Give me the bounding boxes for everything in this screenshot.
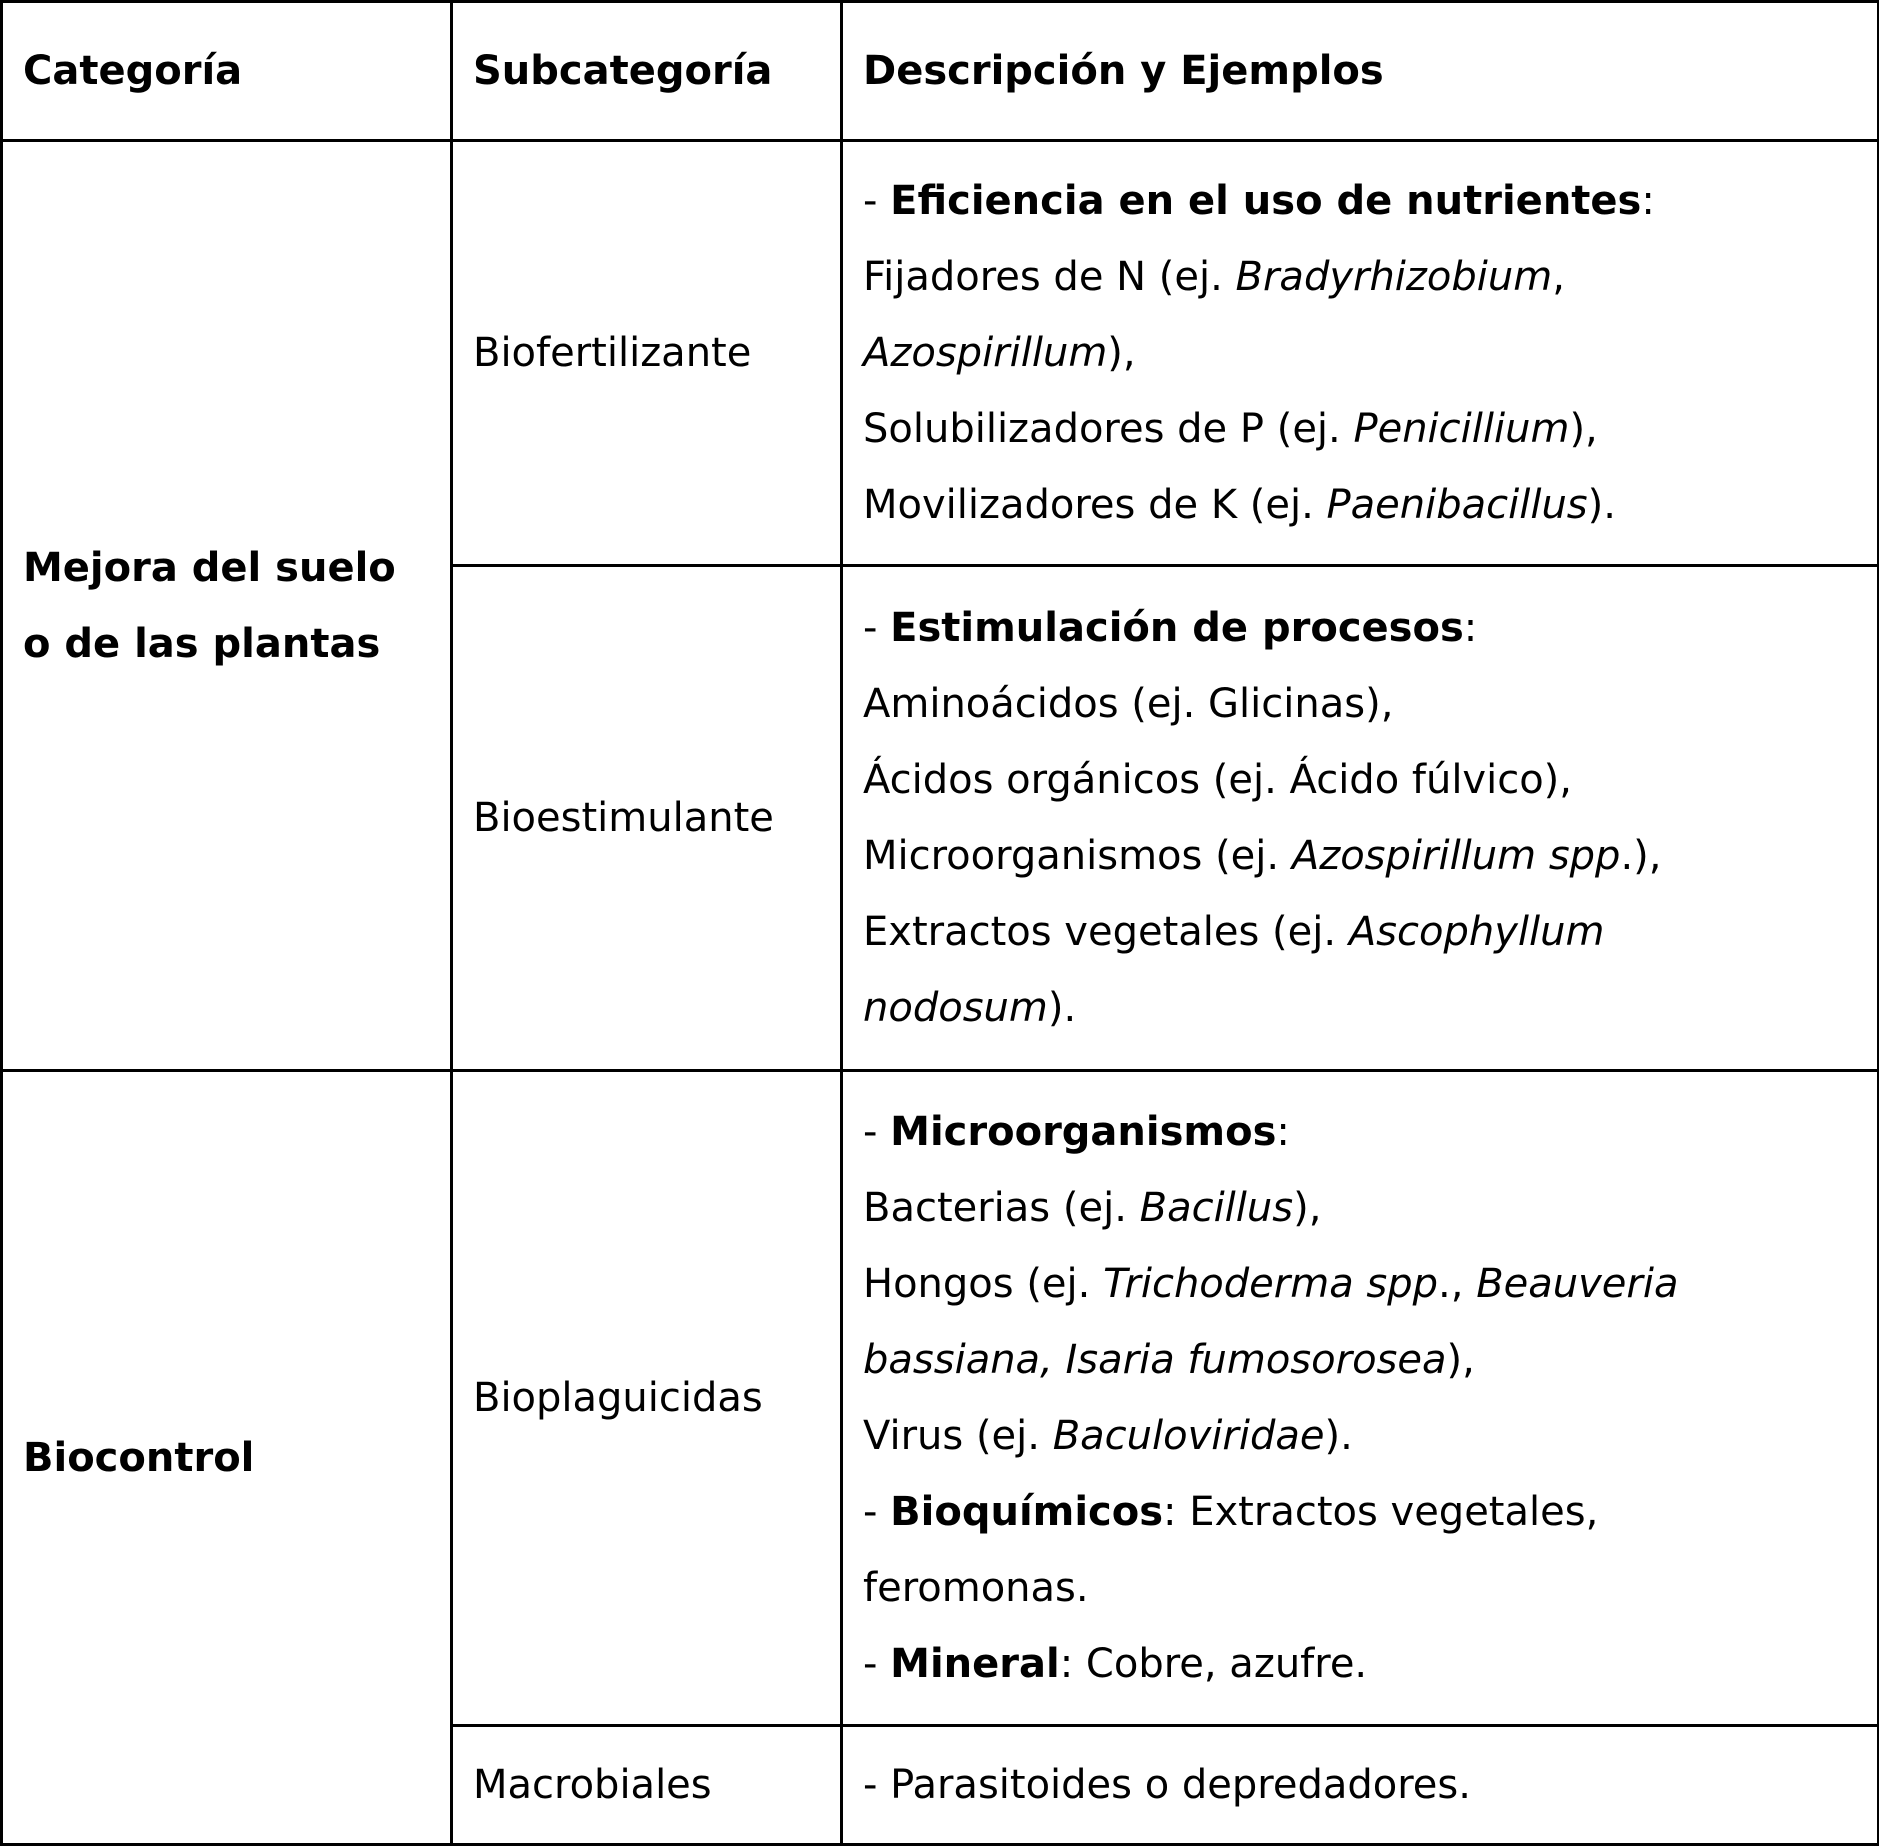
description-line: Fijadores de N (ej. Bradyrhizobium,: [863, 254, 1565, 300]
category-cell-mejora: [2, 141, 452, 1071]
table-row: [2, 1071, 1879, 1726]
description-line: Bacterias (ej. Bacillus),: [863, 1185, 1322, 1231]
description-cell-macrobiales: [842, 1726, 1879, 1845]
description-cell-biofertilizante: [842, 141, 1879, 566]
subcategory-label: Macrobiales: [473, 1762, 712, 1808]
description-line: nodosum).: [863, 985, 1077, 1031]
description-cell-bioplaguicidas: [842, 1071, 1879, 1726]
header-subcategory: Subcategoría: [452, 2, 842, 141]
description-heading: - Estimulación de procesos:: [863, 605, 1478, 651]
description-line: bassiana, Isaria fumosorosea),: [863, 1337, 1475, 1383]
description-line: Ácidos orgánicos (ej. Ácido fúlvico),: [863, 757, 1573, 803]
description-heading: - Eficiencia en el uso de nutrientes:: [863, 178, 1655, 224]
description-line: feromonas.: [863, 1565, 1089, 1611]
subcategory-label: Bioplaguicidas: [473, 1375, 763, 1421]
description-heading: - Mineral: Cobre, azufre.: [863, 1641, 1368, 1687]
description-line: Azospirillum),: [863, 330, 1136, 376]
description-cell-bioestimulante: [842, 566, 1879, 1071]
subcategory-cell-bioestimulante: [452, 566, 842, 1071]
subcategory-label: Biofertilizante: [473, 330, 752, 376]
header-row: [2, 2, 1879, 141]
description-heading: - Microorganismos:: [863, 1109, 1290, 1155]
description-line: Hongos (ej. Trichoderma spp., Beauveria: [863, 1261, 1679, 1307]
subcategory-label: Bioestimulante: [473, 795, 774, 841]
description-line: Microorganismos (ej. Azospirillum spp.),: [863, 833, 1662, 879]
description-line: Aminoácidos (ej. Glicinas),: [863, 681, 1394, 727]
description-line: Solubilizadores de P (ej. Penicillium),: [863, 406, 1598, 452]
description-line: Virus (ej. Baculoviridae).: [863, 1413, 1353, 1459]
header-category: Categoría: [2, 2, 452, 141]
subcategory-cell-biofertilizante: [452, 141, 842, 566]
category-label: Mejora del suelo o de las plantas: [23, 544, 396, 667]
description-line: Extractos vegetales (ej. Ascophyllum: [863, 909, 1605, 955]
category-cell-biocontrol: [2, 1071, 452, 1845]
subcategory-cell-macrobiales: [452, 1726, 842, 1845]
description-heading: - Bioquímicos: Extractos vegetales,: [863, 1489, 1599, 1535]
subcategory-cell-bioplaguicidas: [452, 1071, 842, 1726]
table-row: [2, 141, 1879, 566]
category-label: Biocontrol: [23, 1434, 255, 1481]
description-line: Movilizadores de K (ej. Paenibacillus).: [863, 482, 1616, 528]
description-line: - Parasitoides o depredadores.: [863, 1762, 1471, 1808]
header-description: Descripción y Ejemplos: [842, 2, 1879, 141]
